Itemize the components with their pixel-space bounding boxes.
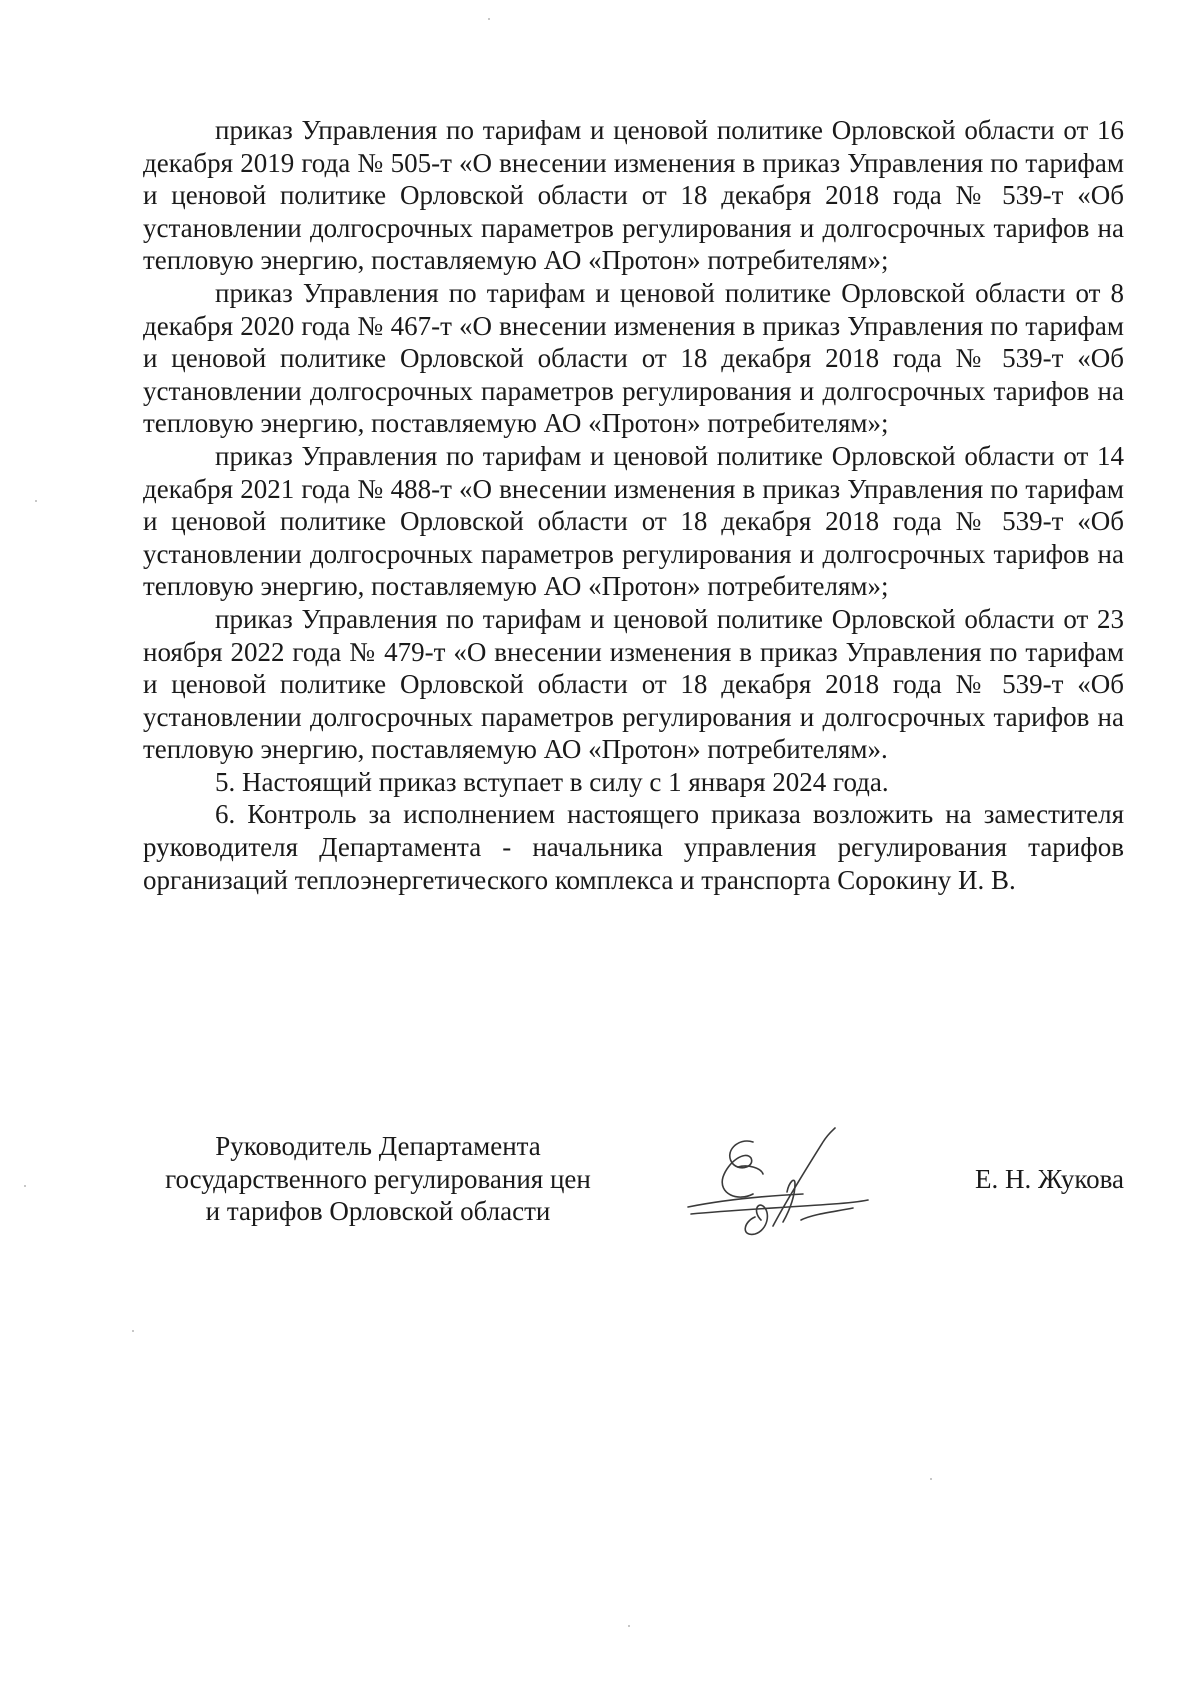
signatory-name: Е. Н. Жукова	[975, 1164, 1124, 1194]
signatory-title-line: государственного регулирования цен	[165, 1163, 591, 1194]
scan-speck	[132, 1330, 134, 1332]
signature-strokes	[688, 1128, 868, 1234]
signatory-title-line: Руководитель Департамента	[215, 1131, 541, 1161]
signatory-title	[143, 1130, 613, 1228]
signatory-title-line: и тарифов Орловской области	[205, 1196, 551, 1227]
paragraph-clause-5: 5. Настоящий приказ вступает в силу с 1 января 2024 года.	[215, 766, 889, 797]
signature-block	[143, 1130, 1124, 1260]
scan-speck	[488, 18, 490, 20]
paragraph-order-2020: приказ Управления по тарифам и ценовой политике Орловской области от 8 декабря 2020 года № 467-т «О внесении изменения в приказ Управления по тарифам и ценовой политике Орловской области от 18 декабря 2018 года № 539-т «Об установлении долгосрочных параметров регулирования и долгосрочных тарифов на тепловую энергию, поставляемую АО «Протон» потребителям»;	[143, 277, 1124, 439]
scan-speck	[24, 1185, 26, 1187]
paragraph-order-2022: приказ Управления по тарифам и ценовой политике Орловской области от 23 ноября 2022 года № 479-т «О внесении изменения в приказ Управления по тарифам и ценовой политике Орловской области от 18 декабря 2018 года № 539-т «Об установлении долгосрочных параметров регулирования и долгосрочных тарифов на тепловую энергию, поставляемую АО «Протон» потребителям».	[143, 603, 1124, 765]
paragraph-clause-6: 6. Контроль за исполнением настоящего приказа возложить на заместителя руководителя Департамента - начальника управления регулирования тарифов организаций теплоэнергетического комплекса и транспорта Сорокину И. В.	[143, 799, 1124, 895]
scan-speck	[628, 1625, 630, 1627]
paragraph-order-2021: приказ Управления по тарифам и ценовой политике Орловской области от 14 декабря 2021 года № 488-т «О внесении изменения в приказ Управления по тарифам и ценовой политике Орловской области от 18 декабря 2018 года № 539-т «Об установлении долгосрочных параметров регулирования и долгосрочных тарифов на тепловую энергию, поставляемую АО «Протон» потребителям»;	[143, 440, 1124, 602]
paragraph-order-2019: приказ Управления по тарифам и ценовой политике Орловской области от 16 декабря 2019 года № 505-т «О внесении изменения в приказ Управления по тарифам и ценовой политике Орловской области от 18 декабря 2018 года № 539-т «Об установлении долгосрочных параметров регулирования и долгосрочных тарифов на тепловую энергию, поставляемую АО «Протон» потребителям»;	[143, 115, 1124, 276]
handwritten-signature	[683, 1122, 873, 1242]
scan-speck	[35, 500, 37, 502]
document-body	[143, 114, 1124, 896]
scan-speck	[930, 1478, 932, 1480]
